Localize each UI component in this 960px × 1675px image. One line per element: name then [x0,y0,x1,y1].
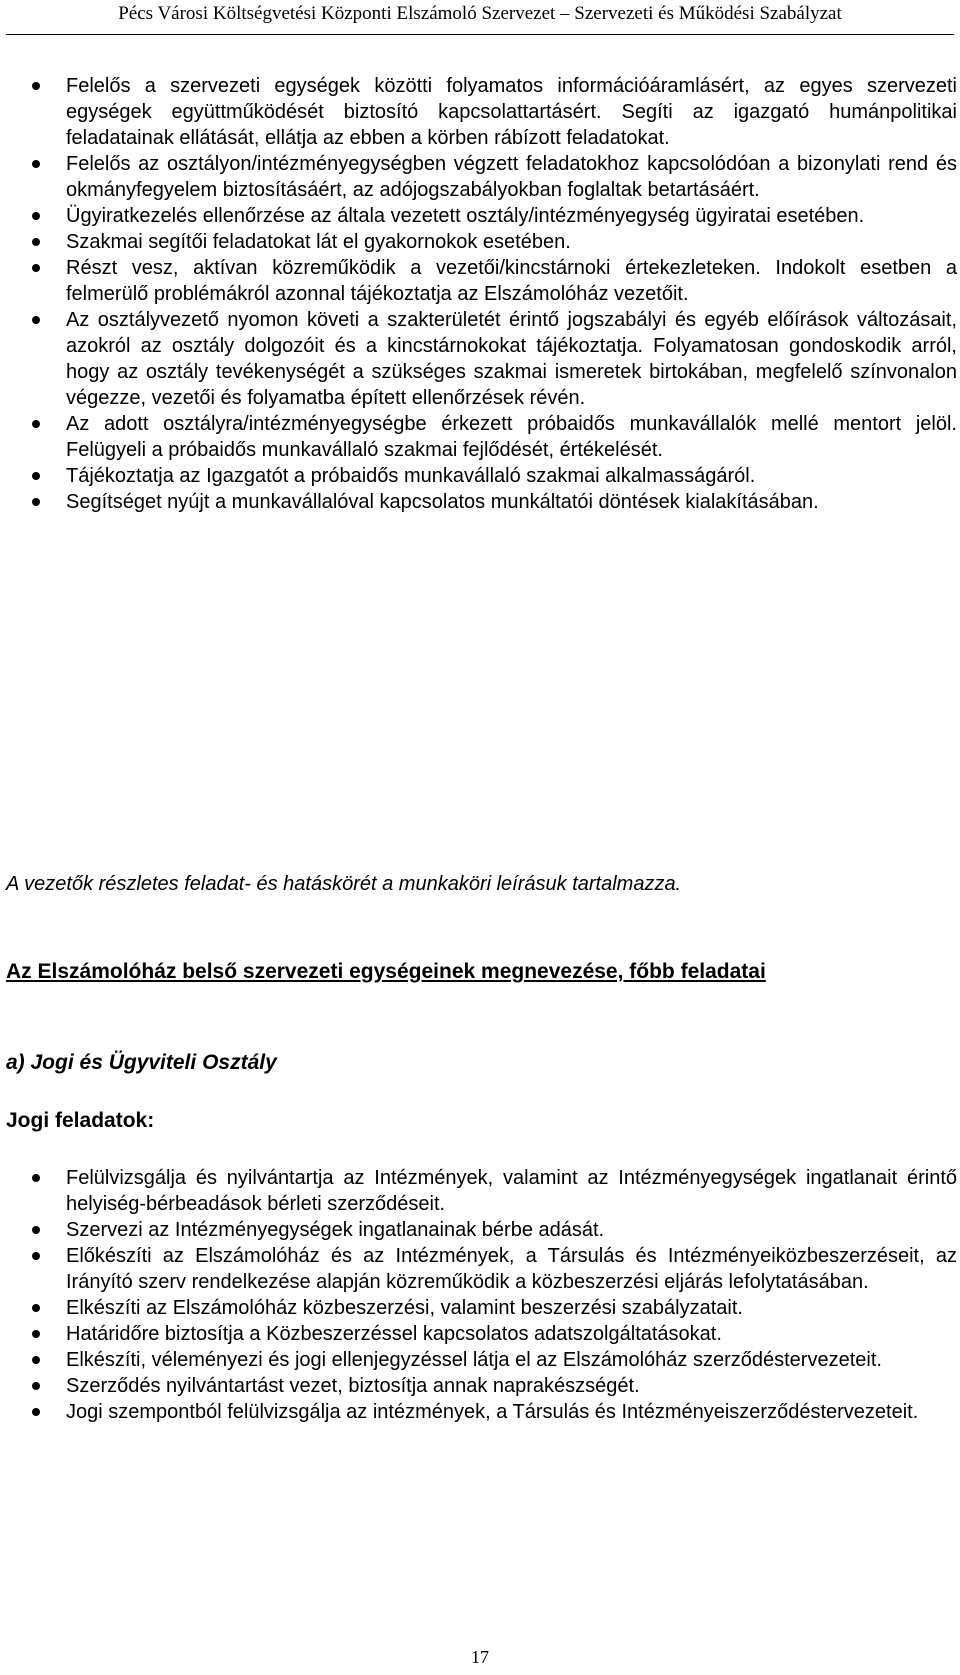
list-item [66,1373,957,1399]
subsection-title: a) Jogi és Ügyviteli Osztály [6,1051,277,1074]
bullet-icon [32,160,40,168]
page-number: 17 [471,1647,489,1667]
list-item-text: Felelős a szervezeti egységek közötti folyamatos információáramlásért, az egyes szervezeti egységek együttműködését biztosító kapcsolattartásért. Segíti az igazgató humánpolitikai feladatainak ellátását, ellátja az ebben a körben rábízott feladatokat. [66,75,957,149]
list-item [66,151,957,203]
list-item-text: Előkészíti az Elszámolóház és az Intézmények, a Társulás és Intézményeiközbeszerzéseit, az Irányító szerv rendelkezése alapján közreműködik a közbeszerzési eljárás lefolytatásában. [66,1245,957,1293]
list-item-text: Szervezi az Intézményegységek ingatlanainak bérbe adását. [66,1219,605,1241]
list-item [66,489,957,515]
list-item [66,229,957,255]
list-item [66,1399,957,1425]
bullet-icon [32,420,40,428]
list-item-text: Szerződés nyilvántartást vezet, biztosítja annak naprakészségét. [66,1375,640,1397]
note-text: A vezetők részletes feladat- és hatáskörét a munkaköri leírásuk tartalmazza. [6,873,682,895]
list-item [66,203,957,229]
list-item-text: Felülvizsgálja és nyilvántartja az Intézmények, valamint az Intézményegységek ingatlanait érintő helyiség-bérbeadások bérleti szerződéseit. [66,1167,957,1215]
bullet-icon [32,238,40,246]
list-item-text: Jogi szempontból felülvizsgálja az intézmények, a Társulás és Intézményeiszerződéstervezeteit. [66,1401,919,1423]
list-item-text: Határidőre biztosítja a Közbeszerzéssel kapcsolatos adatszolgáltatásokat. [66,1323,722,1345]
list-item [66,1243,957,1295]
header-divider [6,34,954,35]
bullet-icon [32,82,40,90]
list-item-text: Elkészíti az Elszámolóház közbeszerzési, valamint beszerzési szabályzatait. [66,1297,743,1319]
list-item [66,255,957,307]
list-item-text: Elkészíti, véleményezi és jogi ellenjegyzéssel látja el az Elszámolóház szerződéstervezeteit. [66,1349,882,1371]
list-item-text: Tájékoztatja az Igazgatót a próbaidős munkavállaló szakmai alkalmasságáról. [66,465,756,487]
list-item-text: Ügyiratkezelés ellenőrzése az általa vezetett osztály/intézményegység ügyiratai esetében. [66,205,865,227]
bullet-icon [32,264,40,272]
list-item [66,1165,957,1217]
list-item-text: Az adott osztályra/intézményegységbe érkezett próbaidős munkavállalók mellé mentort jelöl. Felügyeli a próbaidős munkavállaló szakmai fejlődését, értékelését. [66,413,957,461]
bullet-icon [32,498,40,506]
section-title: Az Elszámolóház belső szervezeti egységeinek megnevezése, főbb feladatai [6,960,766,983]
list-item [66,73,957,151]
list-item-text: Részt vesz, aktívan közreműködik a vezetői/kincstárnoki értekezleteken. Indokolt esetben a felmerülő problémákról azonnal tájékoztatja az Elszámolóház vezetőit. [66,257,957,305]
list-item [66,307,957,411]
jogi-tasks-list [66,1165,957,1425]
bullet-icon [32,472,40,480]
bullet-icon [32,316,40,324]
bullet-icon [32,1226,40,1234]
list-item [66,1295,957,1321]
bullet-icon [32,1304,40,1312]
list-item [66,411,957,463]
bullet-icon [32,1408,40,1416]
list-item-text: Segítséget nyújt a munkavállalóval kapcsolatos munkáltatói döntések kialakításában. [66,491,819,513]
duties-list [66,73,957,515]
bullet-icon [32,1356,40,1364]
list-item-text: Felelős az osztályon/intézményegységben végzett feladatokhoz kapcsolódóan a bizonylati rend és okmányfegyelem biztosításáért, az adójogszabályokban foglaltak betartásáért. [66,153,957,201]
bullet-icon [32,1330,40,1338]
bullet-icon [32,212,40,220]
bullet-icon [32,1174,40,1182]
bullet-icon [32,1252,40,1260]
list-item [66,463,957,489]
list-item [66,1321,957,1347]
jogi-tasks-heading: Jogi feladatok: [6,1109,155,1132]
list-item-text: Az osztályvezető nyomon követi a szakterületét érintő jogszabályi és egyéb előírások változásait, azokról az osztály dolgozóit és a kincstárnokokat tájékoztatja. Folyamatosan gondoskodik arról, hogy az osztály tevékenységét a szükséges szakmai ismeretek birtokában, megfelelő színvonalon végezze, vezetői és folyamatba épített ellenőrzések révén. [66,309,957,409]
list-item [66,1217,957,1243]
list-item-text: Szakmai segítői feladatokat lát el gyakornokok esetében. [66,231,571,253]
bullet-icon [32,1382,40,1390]
list-item [66,1347,957,1373]
page-header: Pécs Városi Költségvetési Központi Elszámoló Szervezet – Szervezeti és Működési Szabályzat [118,3,842,24]
